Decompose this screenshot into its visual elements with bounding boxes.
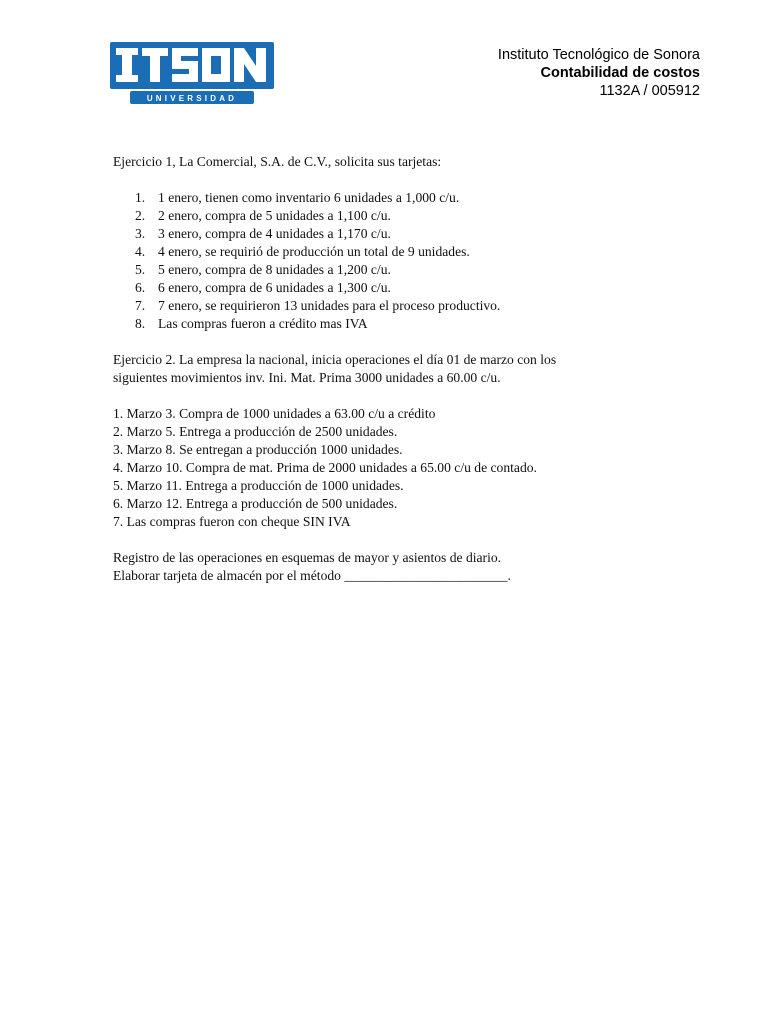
course-code: 1132A / 005912 xyxy=(599,83,700,99)
document-header xyxy=(498,46,700,100)
itson-logo xyxy=(110,42,274,104)
institution-name: Instituto Tecnológico de Sonora xyxy=(497,47,700,63)
list-item: 6. Marzo 12. Entrega a producción de 500 unidades. xyxy=(113,496,398,511)
ejercicio1-list xyxy=(113,189,673,333)
list-item: 7. Las compras fueron con cheque SIN IVA xyxy=(113,514,351,529)
course-name: Contabilidad de costos xyxy=(540,65,700,81)
list-item: 1. 1 enero, tienen como inventario 6 unidades a 1,000 c/u. xyxy=(135,190,460,205)
list-item: 4. 4 enero, se requirió de producción un total de 9 unidades. xyxy=(135,244,470,259)
list-item: 6. 6 enero, compra de 6 unidades a 1,300 c/u. xyxy=(135,280,391,295)
list-item: 4. Marzo 10. Compra de mat. Prima de 2000 unidades a 65.00 c/u de contado. xyxy=(113,460,537,475)
list-item: 5. 5 enero, compra de 8 unidades a 1,200 c/u. xyxy=(135,262,391,277)
ejercicio2-list xyxy=(113,405,673,531)
ejercicio1-title: Ejercicio 1, La Comercial, S.A. de C.V., solicita sus tarjetas: xyxy=(113,154,442,169)
list-item: 3. Marzo 8. Se entregan a producción 1000 unidades. xyxy=(113,442,403,457)
ejercicio2-intro-line1: Ejercicio 2. La empresa la nacional, inicia operaciones el día 01 de marzo con los xyxy=(113,352,557,367)
closing-line1: Registro de las operaciones en esquemas de mayor y asientos de diario. xyxy=(113,550,502,565)
logo-subtext: UNIVERSIDAD xyxy=(146,94,238,103)
ejercicio2-intro-line2: siguientes movimientos inv. Ini. Mat. Prima 3000 unidades a 60.00 c/u. xyxy=(113,370,501,385)
list-item: 2. Marzo 5. Entrega a producción de 2500 unidades. xyxy=(113,424,398,439)
list-item: 2. 2 enero, compra de 5 unidades a 1,100 c/u. xyxy=(135,208,391,223)
list-item: 7. 7 enero, se requirieron 13 unidades para el proceso productivo. xyxy=(135,298,501,313)
document-body xyxy=(113,153,673,585)
list-item: 5. Marzo 11. Entrega a producción de 1000 unidades. xyxy=(113,478,404,493)
list-item: 1. Marzo 3. Compra de 1000 unidades a 63.00 c/u a crédito xyxy=(113,406,436,421)
list-item: 8. Las compras fueron a crédito mas IVA xyxy=(135,316,368,331)
list-item: 3. 3 enero, compra de 4 unidades a 1,170 c/u. xyxy=(135,226,391,241)
closing-line2: Elaborar tarjeta de almacén por el método ________________________. xyxy=(113,568,511,583)
